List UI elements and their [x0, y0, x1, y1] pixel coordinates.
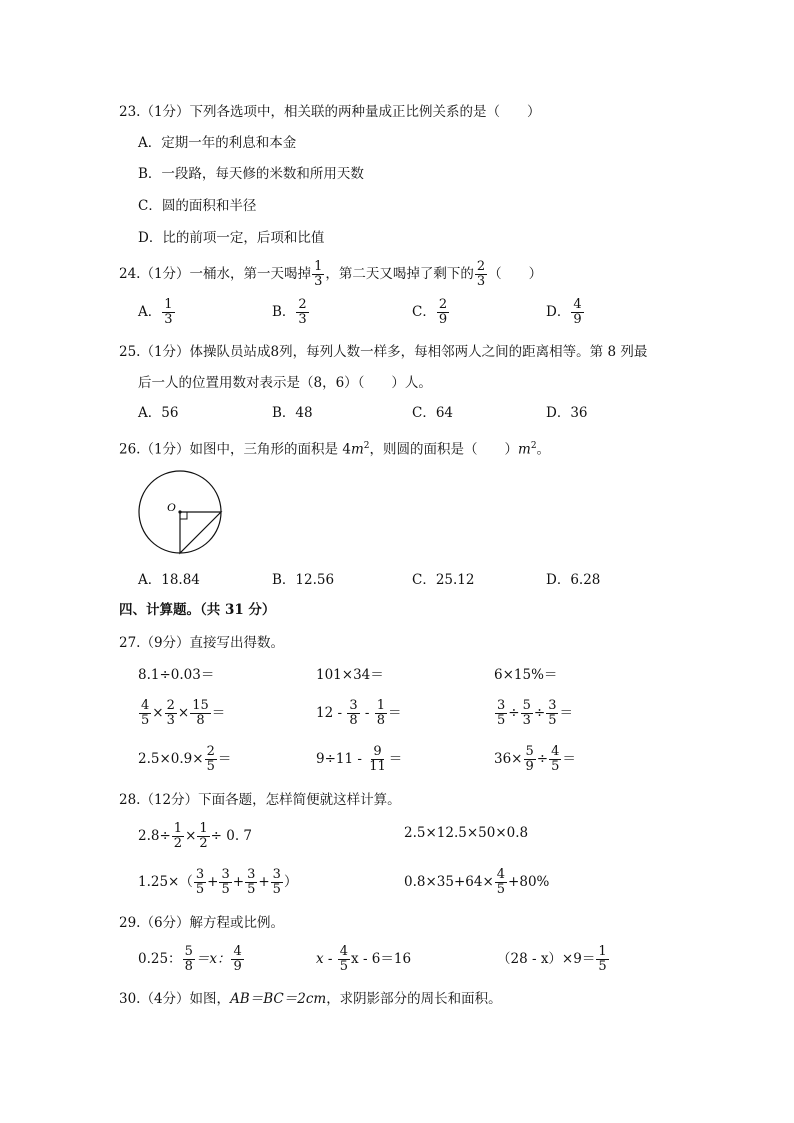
q29-equation-2: [316, 943, 411, 975]
pre: 2.5×0.9×: [138, 751, 204, 767]
q25-option-c: C．64: [412, 405, 454, 421]
den: 5: [497, 713, 506, 728]
num: 1: [598, 944, 607, 959]
question-23-stem: 23.（1分）下列各选项中，相关联的两种量成正比例关系的是（ ）: [119, 104, 541, 120]
q24-a-den: 3: [164, 312, 173, 327]
q24-option-d: [546, 298, 585, 327]
q24-b-num: 2: [298, 297, 307, 312]
op: ÷: [508, 705, 520, 721]
num: 5: [184, 944, 193, 959]
op: ×: [177, 705, 190, 721]
q27-r1-c1: 8.1÷0.03＝: [138, 667, 215, 683]
q26-sup-1: 2: [363, 441, 370, 451]
den: 8: [376, 713, 386, 728]
num: 3: [247, 867, 256, 882]
pre: 0.25：: [138, 951, 182, 967]
op: ÷: [536, 751, 549, 767]
q24-d-den: 9: [573, 312, 582, 327]
q27-r1-c2: 101×34＝: [316, 667, 384, 683]
q27-r3-c3: [494, 743, 576, 775]
q24-option-d-fraction: [571, 298, 583, 327]
pre: 0.8×35+64×: [404, 874, 494, 890]
den: 2: [173, 836, 183, 851]
q26-option-b: B．12.56: [272, 572, 335, 588]
mid: ＝x：: [195, 951, 231, 967]
question-28-stem: 28.（12分）下面各题，怎样简便就这样计算。: [119, 792, 401, 808]
question-25-line-1: 25.（1分）体操队员站成8列，每列人数一样多，每相邻两人之间的距离相等。第 8 列最: [119, 344, 648, 360]
q30-stem-a: 30.（4分）如图，: [119, 991, 231, 1007]
op: ×: [152, 705, 164, 721]
q24-option-a-label: A．: [138, 304, 162, 320]
pre: 36×: [494, 751, 523, 767]
den: 5: [598, 959, 607, 974]
q28-expr-1: [138, 820, 252, 852]
q27-r1-c3: 6×15%＝: [494, 667, 558, 683]
plus: +: [207, 874, 219, 890]
center-label-o: O: [167, 500, 176, 514]
num: 1: [173, 821, 183, 836]
den: 5: [247, 882, 256, 897]
eq: ＝: [217, 751, 232, 767]
pre: x -: [316, 951, 337, 967]
question-24-stem: [119, 260, 542, 289]
den: 9: [525, 759, 534, 774]
post: x - 6＝16: [351, 951, 412, 967]
q26-option-d: D．6.28: [546, 572, 601, 588]
q24-b-den: 3: [298, 312, 307, 327]
eq: ＝: [388, 751, 403, 767]
q24-option-c: [412, 298, 450, 327]
q24-option-a: [138, 298, 176, 327]
q29-equation-3: [497, 943, 610, 975]
den: 3: [522, 713, 531, 728]
q24-f2-den: 3: [476, 274, 486, 289]
question-30-stem: [119, 990, 502, 1008]
q24-option-c-label: C．: [412, 304, 436, 320]
q24-f1-num: 1: [314, 259, 323, 274]
num: 3: [272, 867, 281, 882]
den: 3: [166, 713, 175, 728]
q25-option-b: B．48: [272, 405, 313, 421]
q30-stem-b: AB＝BC＝2cm: [230, 991, 327, 1007]
q24-f2-num: 2: [476, 259, 486, 274]
q26-sup-2: 2: [530, 441, 537, 451]
den: 8: [349, 713, 358, 728]
den: 5: [206, 759, 215, 774]
den: 5: [548, 713, 557, 728]
q25-option-a: A．56: [138, 405, 179, 421]
q28-expr-3: [138, 866, 297, 898]
pre: 2.8÷: [138, 828, 171, 844]
num: 15: [192, 698, 209, 713]
q30-stem-c: ，求阴影部分的周长和面积。: [326, 991, 502, 1007]
q24-mid: ，第二天又喝掉了剩下的: [325, 266, 474, 282]
q26-unit-1: m: [350, 441, 364, 458]
q24-option-d-label: D．: [546, 304, 571, 320]
pre: 12 -: [316, 705, 347, 721]
plus: +: [232, 874, 245, 890]
den: 5: [195, 882, 205, 897]
section-4-heading: 四、计算题。（共 31 分）: [119, 602, 276, 618]
den: 2: [199, 836, 208, 851]
q26-option-c: C．25.12: [412, 572, 475, 588]
num: 1: [199, 821, 208, 836]
q26-stem-b: ，则圆的面积是（ ）: [369, 441, 518, 458]
q24-option-a-fraction: [162, 298, 174, 327]
den: 8: [196, 713, 205, 728]
q24-f1-den: 3: [314, 274, 323, 289]
num: 2: [206, 744, 215, 759]
den: 11: [369, 759, 386, 774]
q24-suffix: （ ）: [488, 266, 543, 282]
q26-stem-c: 。: [536, 441, 551, 458]
q24-option-b: [272, 298, 310, 327]
num: 4: [339, 944, 349, 959]
num: 3: [548, 698, 557, 713]
q23-option-b: B．一段路，每天修的米数和所用天数: [138, 166, 364, 182]
num: 1: [376, 698, 386, 713]
num: 3: [221, 867, 230, 882]
q24-option-c-fraction: [437, 298, 449, 327]
post: ÷ 0. 7: [210, 828, 253, 844]
den: 5: [272, 882, 281, 897]
q23-option-d: D．比的前项一定，后项和比值: [138, 230, 325, 246]
q28-expr-4: [404, 866, 549, 898]
num: 3: [349, 698, 358, 713]
den: 9: [233, 959, 242, 974]
num: 9: [373, 744, 382, 759]
op: ×: [185, 828, 197, 844]
question-25-line-2: 后一人的位置用数对表示是（8，6）（ ）人。: [138, 375, 432, 391]
eq: ＝: [562, 751, 576, 767]
den: 5: [551, 759, 560, 774]
circle-triangle-figure: [136, 468, 226, 558]
num: 5: [522, 698, 531, 713]
q23-option-a: A．定期一年的利息和本金: [138, 135, 297, 151]
question-26-stem: [119, 437, 550, 459]
den: 5: [339, 959, 349, 974]
q24-fraction-2: [475, 260, 487, 289]
num: 4: [233, 944, 242, 959]
den: 8: [184, 959, 193, 974]
num: 3: [497, 698, 506, 713]
op: ÷: [533, 705, 546, 721]
num: 4: [551, 744, 560, 759]
eq: ＝: [211, 705, 226, 721]
den: 5: [496, 882, 506, 897]
plus: +: [258, 874, 270, 890]
q24-c-num: 2: [438, 297, 448, 312]
q27-r3-c2: [316, 743, 402, 775]
num: 3: [195, 867, 205, 882]
post: +80%: [508, 874, 550, 890]
q24-option-b-fraction: [296, 298, 308, 327]
q24-d-num: 4: [573, 297, 582, 312]
num: 4: [141, 698, 150, 713]
question-29-stem: 29.（6分）解方程或比例。: [119, 915, 285, 931]
q26-option-a: A．18.84: [138, 572, 200, 588]
question-27-stem: 27.（9分）直接写出得数。: [119, 635, 285, 651]
num: 4: [496, 867, 506, 882]
eq: ＝: [559, 705, 573, 721]
q24-c-den: 9: [438, 312, 448, 327]
q27-r2-c3: [494, 697, 573, 729]
den: 5: [141, 713, 150, 728]
post: ）: [283, 874, 298, 890]
q23-option-c: C．圆的面积和半径: [138, 198, 257, 214]
op: -: [360, 705, 374, 721]
q24-fraction-1: [312, 260, 324, 289]
den: 5: [221, 882, 230, 897]
num: 5: [525, 744, 534, 759]
eq: ＝: [388, 705, 402, 721]
q25-option-d: D．36: [546, 405, 588, 421]
q28-expr-2: 2.5×12.5×50×0.8: [404, 825, 529, 841]
q27-r2-c1: [138, 697, 225, 729]
num: 2: [166, 698, 175, 713]
q27-r2-c2: [316, 697, 402, 729]
pre: （28 - x）×9＝: [497, 951, 596, 967]
q26-stem-a: 26.（1分）如图中，三角形的面积是 4: [119, 441, 351, 458]
q26-unit-2: m: [518, 441, 531, 458]
pre: 9÷11 -: [316, 751, 367, 767]
q24-prefix: 24.（1分）一桶水，第一天喝掉: [119, 266, 312, 282]
q29-equation-1: [138, 943, 245, 975]
center-point: [178, 510, 181, 513]
q24-a-num: 1: [164, 297, 173, 312]
pre: 1.25×（: [138, 874, 193, 890]
q24-option-b-label: B．: [272, 304, 296, 320]
q27-r3-c1: [138, 743, 231, 775]
